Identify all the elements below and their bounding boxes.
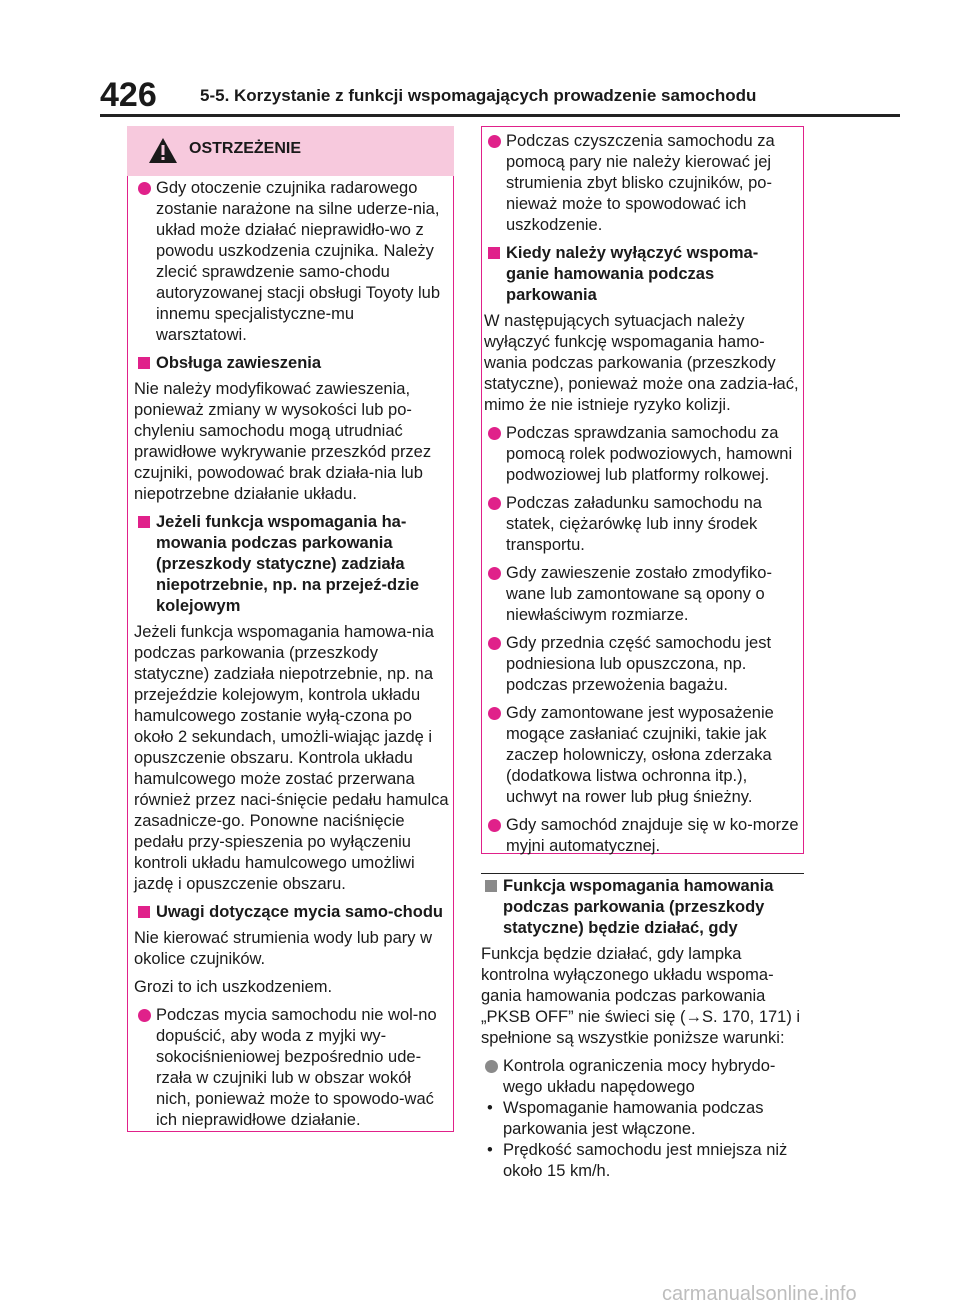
bullet-dot-icon [138,182,151,195]
list-item: • Prędkość samochodu jest mniejsza niż około 15 km/h. [487,1141,788,1180]
square-bullet-icon [138,906,150,918]
bullet-dot-icon [488,707,501,720]
warning-content [134,178,449,1138]
section-heading: Jeżeli funkcja wspomagania ha-mowania podczas parkowania (przeszkody statyczne) zadziała niepotrzebnie, np. na przejeź-dzie kolejowym [134,512,449,617]
bullet-dot-icon [488,427,501,440]
page-number: 426 [100,76,157,114]
bullet-dot-icon [138,1009,151,1022]
chapter-title: 5-5. Korzystanie z funkcji wspomagających prowadzenie samochodu [200,86,757,105]
continued-warning-content [484,131,800,864]
square-bullet-icon [138,516,150,528]
bullet-dot-icon [488,497,501,510]
list-item: Gdy przednia część samochodu jest podniesiona lub opuszczona, np. podczas przewożenia bagażu. [484,633,800,696]
bullet-dot-icon [488,135,501,148]
section-divider [481,873,804,874]
header-divider [100,114,900,117]
bullet-mark: • [487,1141,493,1159]
warning-title: OSTRZEŻENIE [189,140,302,157]
paragraph: Nie kierować strumienia wody lub pary w okolice czujników. [134,929,433,968]
list-item: Gdy zamontowane jest wyposażenie mogące zasłaniać czujniki, takie jak zaczep holowniczy, osłona zderzaka (dodatkowa listwa ochronna itp.), uchwyt na rower lub pług śnieżny. [484,703,800,808]
paragraph: Funkcja będzie działać, gdy lampka kontrolna wyłączonego układu wspoma-gania hamowania podczas parkowania „PKSB OFF” nie świeci się (→S. 170, 171) i spełnione są wszystkie poniższe warunki: [481,945,801,1047]
list-item: Podczas sprawdzania samochodu za pomocą rolek podwoziowych, hamowni podwoziowej lub platformy rolkowej. [484,423,800,486]
paragraph: Grozi to ich uszkodzeniem. [134,978,333,996]
square-bullet-icon [485,880,497,892]
list-item: Gdy zawieszenie zostało zmodyfiko-wane lub zamontowane są opony o niewłaściwym rozmiarze. [484,563,800,626]
list-item: Podczas załadunku samochodu na statek, ciężarówkę lub inny środek transportu. [484,493,800,556]
list-item: Kontrola ograniczenia mocy hybrydo-wego układu napędowego [481,1056,804,1098]
watermark: carmanualsonline.info [662,1283,857,1305]
conditions-section [481,876,804,1182]
bullet-mark: • [487,1099,493,1117]
bullet-dot-icon [488,819,501,832]
warning-triangle-icon [148,137,178,164]
paragraph: Nie należy modyfikować zawieszenia, ponieważ zmiany w wysokości lub po-chyleniu samochodu mogą utrudniać prawidłowe wykrywanie przeszkód przez czujniki, powodować brak działa-nia lub niepotrzebne działanie układu. [134,380,432,503]
section-heading: Obsługa zawieszenia [134,353,449,374]
list-item: • Wspomaganie hamowania podczas parkowania jest włączone. [487,1099,764,1138]
paragraph: Jeżeli funkcja wspomagania hamowa-nia podczas parkowania (przeszkody statyczne) zadziała niepotrzebnie, np. na przejeździe kolejowym, kontrola układu hamulcowego zostanie wyłą-czona po około 2 sekundach, umożli-wiając jazdę i opuszczenie obszaru. Kontrola układu hamulcowego może zostać przerwana również przez naci-śnięcie pedału hamulca zasadnicze-go. Ponowne naciśnięcie pedału przy-spieszenia po wyłączeniu kontroli układu hamulcowego umożliwi jazdę i opuszczenie obszaru. [134,623,449,893]
list-item: Podczas mycia samochodu nie wol-no dopuścić, aby woda z myjki wy-sokociśnieniowej bezpośrednio ude-rzała w czujniki lub w obszar wokół nich, ponieważ może to spowodo-wać ich nieprawidłowe działanie. [134,1005,449,1131]
bullet-dot-icon [488,567,501,580]
paragraph: W następujących sytuacjach należy wyłączyć funkcję wspomagania hamo-wania podczas parkowania (przeszkody statyczne), ponieważ może ona zadzia-łać, mimo że nie istnieje ryzyko kolizji. [484,312,799,414]
square-bullet-icon [488,247,500,259]
bullet-dot-icon [485,1060,498,1073]
bullet-dot-icon [488,637,501,650]
section-heading: Kiedy należy wyłączyć wspoma-ganie hamowania podczas parkowania [484,243,800,306]
section-heading: Funkcja wspomagania hamowania podczas parkowania (przeszkody statyczne) będzie działać, gdy [481,876,804,939]
section-heading: Uwagi dotyczące mycia samo-chodu [134,902,449,923]
list-item: Podczas czyszczenia samochodu za pomocą pary nie należy kierować jej strumienia zbyt blisko czujników, po-nieważ może to spowodować ich uszkodzenie. [484,131,800,236]
square-bullet-icon [138,357,150,369]
list-item: Gdy otoczenie czujnika radarowego zostanie narażone na silne uderze-nia, układ może działać nieprawidło-wo z powodu uszkodzenia czujnika. Należy zlecić sprawdzenie samo-chodu autoryzowanej stacji obsługi Toyoty lub innemu specjalistyczne-mu warsztatowi. [134,178,449,346]
list-item: Gdy samochód znajduje się w ko-morze myjni automatycznej. [484,815,800,857]
